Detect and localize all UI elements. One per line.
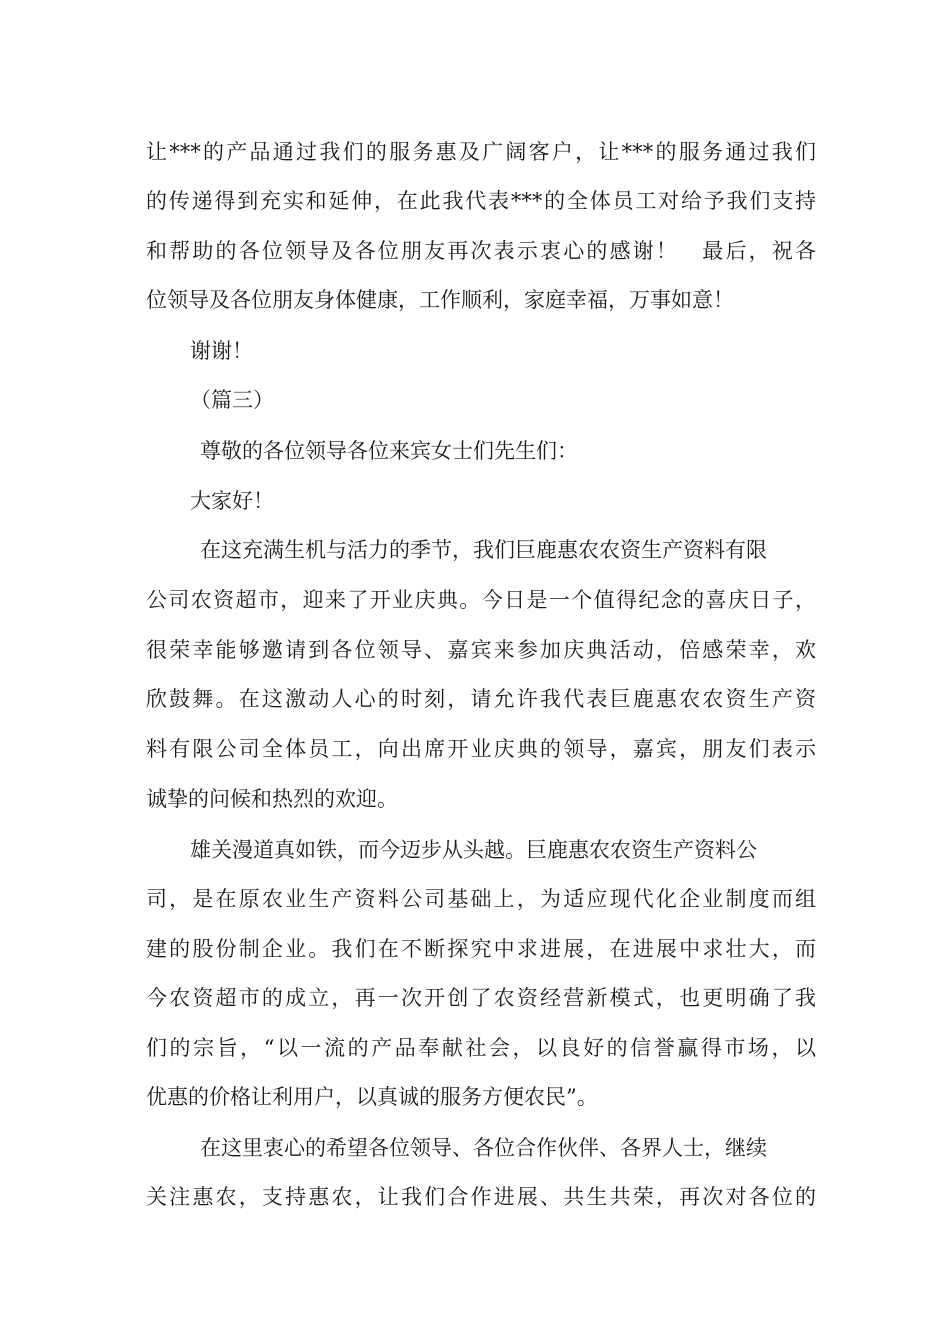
greeting: 大家好！	[190, 489, 274, 513]
text-line: 关注惠农，支持惠农，让我们合作进展、共生共荣，再次对各位的	[146, 1185, 816, 1209]
text-line: 和帮助的各位领导及各位朋友再次表示衷心的感谢！ 最后，祝各	[146, 239, 816, 263]
text-line: 让***的产品通过我们的服务惠及广阔客户，让***的服务通过我们	[146, 140, 816, 164]
text-line: 公司农资超市，迎来了开业庆典。今日是一个值得纪念的喜庆日子，	[146, 588, 816, 612]
text-line: 料有限公司全体员工，向出席开业庆典的领导，嘉宾，朋友们表示	[146, 737, 816, 761]
text-line: 欣鼓舞。在这激动人心的时刻，请允许我代表巨鹿惠农农资生产资	[146, 687, 816, 711]
text-line: 在这充满生机与活力的季节，我们巨鹿惠农农资生产资料有限	[200, 538, 767, 562]
text-line: 司，是在原农业生产资料公司基础上，为适应现代化企业制度而组	[146, 887, 816, 911]
text-line: 的传递得到充实和延伸，在此我代表***的全体员工对给予我们支持	[146, 189, 816, 213]
text-line: 谢谢！	[190, 339, 253, 363]
text-line: 雄关漫道真如铁，而今迈步从头越。巨鹿惠农农资生产资料公	[190, 838, 757, 862]
text-line: 们的宗旨，“以一流的产品奉献社会，以良好的信誉赢得市场，以	[146, 1036, 816, 1060]
text-line: 今农资超市的成立，再一次开创了农资经营新模式，也更明确了我	[146, 986, 816, 1010]
text-line: 建的股份制企业。我们在不断探究中求进展，在进展中求壮大，而	[146, 937, 816, 961]
text-line: 优惠的价格让利用户，以真诚的服务方便农民”。	[146, 1085, 598, 1109]
salutation: 尊敬的各位领导各位来宾女士们先生们：	[200, 439, 578, 463]
text-line: 诚挚的问候和热烈的欢迎。	[146, 787, 398, 811]
text-line: 在这里衷心的希望各位领导、各位合作伙伴、各界人士，继续	[200, 1136, 767, 1160]
text-line: 位领导及各位朋友身体健康，工作顺利，家庭幸福，万事如意！	[146, 288, 734, 312]
text-line: 很荣幸能够邀请到各位领导、嘉宾来参加庆典活动，倍感荣幸，欢	[146, 638, 816, 662]
section-heading: （篇三）	[190, 388, 274, 412]
